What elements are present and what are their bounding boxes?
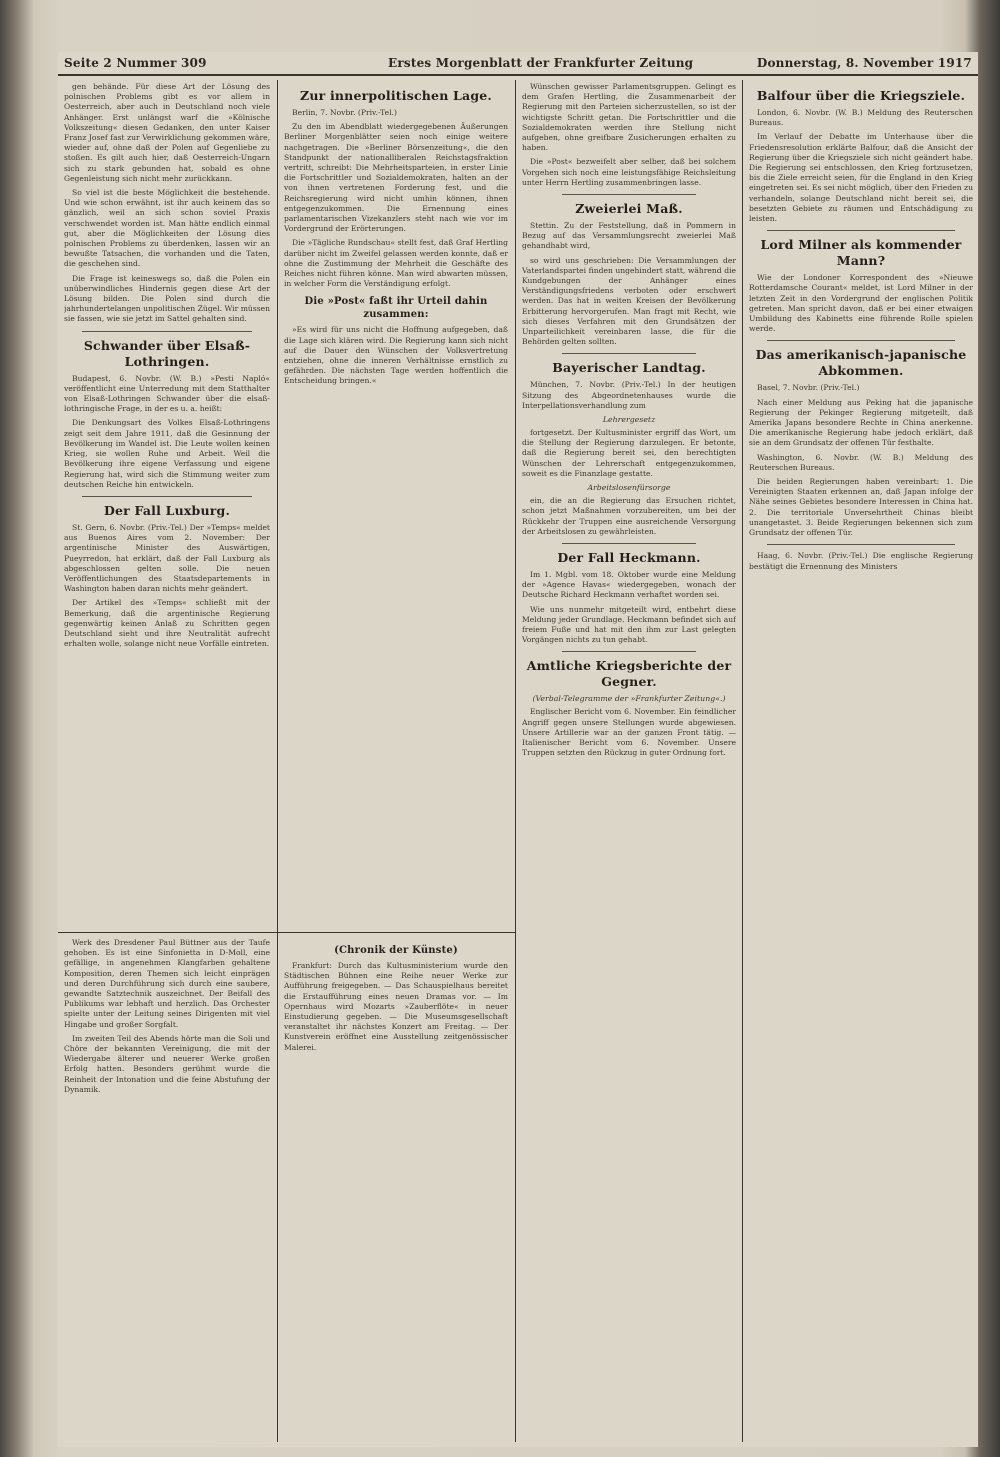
dateline: London, 6. Novbr. (W. B.) Meldung des Reuterschen Bureaus. (749, 108, 973, 128)
article-text: Die beiden Regierungen haben vereinbart: 1. Die Vereinigten Staaten erkennen an, daß Japan infolge der Nähe seines Gebietes besondere Interessen in China hat. 2. Die territoriale Unversehrtheit Chinas bleibt unangetastet. 3. Beide Regierungen bekennen sich zum Grundsatz der offenen Tür. (749, 477, 973, 538)
column-1 (64, 82, 270, 927)
headline-luxburg: Der Fall Luxburg. (103, 502, 231, 518)
column-4 (749, 82, 973, 1442)
headline-zweierlei-mass: Zweierlei Maß. (575, 201, 683, 217)
column-2-chronicle (284, 938, 508, 1443)
divider (562, 194, 696, 195)
subheadline: (Verbal-Telegramme der »Frankfurter Zeitung«.) (532, 694, 726, 704)
column-3 (522, 82, 736, 1442)
dateline: Basel, 7. Novbr. (Priv.-Tel.) (757, 383, 860, 393)
column-divider (742, 80, 743, 1442)
chronicle-heading: (Chronik der Künste) (334, 945, 458, 956)
paper-title: Erstes Morgenblatt der Frankfurter Zeitung (388, 56, 694, 70)
article-text: Englischer Bericht vom 6. November. Ein feindlicher Angriff gegen unsere Stellungen wurde abgewiesen. Unsere Artillerie war an der ganzen Front tätig. — Italienischer Bericht vom 6. November. Unsere Truppen setzten den Rückzug in guter Ordnung fort. (522, 707, 736, 758)
dateline: Washington, 6. Novbr. (W. B.) Meldung des Reuterschen Bureaus. (749, 452, 973, 472)
column-1-feuilleton (64, 938, 270, 1443)
article-text: Im Verlauf der Debatte im Unterhause über die Friedensresolution erklärte Balfour, daß die Ansicht der Regierung über die Kriegsziele sich nicht geändert habe. Die Regierung sei entschlossen, den Krieg fortzusetzen, bis die Ziele erreicht seien, für die England in den Krieg eingetreten sei. Es sei nicht möglich, über den Frieden zu verhandeln, solange Deutschland nicht bereit sei, die besetzten Gebiete zu räumen und Entschädigung zu leisten. (749, 132, 973, 224)
dateline: Stettin. Zu der Feststellung, daß in Pommern in Bezug auf das Versammlungsrecht zweierlei Maß gehandhabt wird, (522, 221, 736, 251)
article-text: Wünschen gewisser Parlamentsgruppen. Gelingt es dem Grafen Hertling, die Zusammenarbeit der Regierung mit den Parteien sicherzustellen, so ist der wichtigste Schritt getan. Die Fortschrittler und die Sozialdemokraten werden ihre Stellung nicht aufgeben, ohne greifbare Zusicherungen erhalten zu haben. (522, 82, 736, 153)
column-divider (515, 80, 516, 1442)
headline-fall-heckmann: Der Fall Heckmann. (557, 549, 701, 565)
article-text: Die Frage ist keineswegs so, daß die Polen ein unüberwindliches Hindernis gegen diese Art der Lösung bilden. Die Polen sind durch die jahrhundertelangen unpolitischen Zügel. Wir müssen sie fassen, wie sie jetzt im Sattel gehalten sind. (64, 273, 270, 324)
article-text: fortgesetzt. Der Kultusminister ergriff das Wort, um die Stellung der Regierung darzulegen. Er betonte, daß die Regierung bereit sei, den berechtigten Wünschen der Lehrerschaft entgegenzukommen, soweit es die Finanzlage gestatte. (522, 428, 736, 478)
headline-innerpolitik: Zur innerpolitischen Lage. (300, 88, 492, 103)
headline-amerikanisch-japanisch: Das amerikanisch-japanische Abkommen. (755, 347, 967, 379)
article-text: Der Artikel des »Temps« schließt mit der Bemerkung, daß die argentinische Regierung gegenwärtig keinen Anlaß zu Schritten gegen Deutschland sieht und ihre Neutralität aufrecht erhalten wolle, solange nicht neue Vorfälle eintreten. (64, 598, 270, 649)
headline-balfour: Balfour über die Kriegsziele. (756, 88, 966, 103)
issue-date: Donnerstag, 8. November 1917 (756, 56, 972, 70)
article-text: Die »Post« bezweifelt aber selber, daß bei solchem Vorgehen sich noch eine leistungsfähige Reichsleitung unter Herrn Hertling zusammenbringen lasse. (522, 157, 736, 187)
headline-schwander: Schwander über Elsaß-Lothringen. (83, 337, 251, 369)
headline-lord-milner: Lord Milner als kommender Mann? (760, 237, 962, 269)
dateline: Im 1. Mgbl. vom 18. Oktober wurde eine Meldung der »Agence Havas« wiedergegeben, wonach der Deutsche Richard Heckmann verhaftet worden sei. (522, 569, 736, 600)
divider (767, 230, 955, 231)
article-text: Die Denkungsart des Volkes Elsaß-Lothringens zeigt seit dem Jahre 1911, daß die Gesinnung der Bevölkerung im Wandel ist. Die Leute wollen keinen Krieg, sie wollen Ruhe und Arbeit. Weil die Bevölkerung ihre eigene Verfassung und eigene Regierung hat, wird sich die Stimmung weiter zum deutschen Reiche hin entwickeln. (64, 418, 270, 489)
article-text: Zu den im Abendblatt wiedergegebenen Äußerungen Berliner Morgenblätter seien noch einige weitere nachgetragen. Die »Berliner Börsenzeitung«, die den Standpunkt der nationalliberalen Reichstagsfraktion vertritt, schreibt: Die Mehrheitsparteien, in erster Linie die Fortschrittler und Sozialdemokraten, halten an der von ihnen vertretenen Forderung fest, und die Reichsregierung wird nicht umhin können, ihnen entgegenzukommen. Die Ernennung eines parlamentarischen Vizekanzlers steht nach wie vor im Vordergrund der Erörterungen. (284, 122, 508, 234)
newspaper-page (58, 52, 978, 1447)
divider (767, 340, 955, 341)
dateline: Berlin, 7. Novbr. (Priv.-Tel.) (292, 108, 397, 117)
header-rule (58, 74, 978, 76)
quote-text: »Es wird für uns nicht die Hoffnung aufgegeben, daß die Lage sich klären wird. Die Regierung kann sich nicht auf die Dauer den Wünschen der Volksvertretung entziehen, ohne die inneren Verhältnisse ernstlich zu gefährden. Die nächsten Tage werden hoffentlich die Entscheidung bringen.« (284, 325, 508, 386)
article-text: So viel ist die beste Möglichkeit die bestehende. Und wie schon erwähnt, ist ihr auch keinem das so gänzlich, weil an sich schon soviel Praxis verschwendet worden ist. Man hätte endlich einmal gut, aber die Möglichkeiten der Lösung dies polnischen Problems zu überdenken, lassen wir an bewußte Tatsachen, die vorhanden und die Taten, die geschehen sind. (64, 188, 270, 269)
divider (562, 353, 696, 354)
headline-kriegsberichte: Amtliche Kriegsberichte der Gegner. (526, 658, 732, 690)
subsection-label: Lehrergesetz (602, 415, 656, 425)
divider (767, 544, 955, 545)
article-text: gen behände. Für diese Art der Lösung des polnischen Problems gibt es vor allem in Oesterreich, aber auch in Deutschland noch viele Anhänger. Erst unlängst warf die »Kölnische Volkszeitung« diesen Gedanken, den unter Kaiser Franz Josef fast zur Verwirklichung gekommen wäre, wieder auf, ohne daß der Polen auf Gegenliebe zu stoßen. Es gilt auch hier, daß Oesterreich-Ungarn sich zu stark gebunden hat, sobald es ohne Gegenleistung sich nicht mehr zurückkann. (64, 82, 270, 183)
subheadline-post: Die »Post« faßt ihr Urteil dahin zusammen: (304, 296, 488, 321)
divider (562, 543, 696, 544)
article-text: so wird uns geschrieben: Die Versammlungen der Vaterlandspartei finden ungehindert statt, während die Kundgebungen der Anhänger eines Verständigungsfriedens verboten oder erschwert werden. Das hat in weiten Kreisen der Bevölkerung Erbitterung hervorgerufen. Man fragt mit Recht, wie sich dieses Verfahren mit den Grundsätzen der Unparteilichkeit vereinbaren lasse, die für die Behörden gelten sollten. (522, 255, 736, 347)
article-text: ein, die an die Regierung das Ersuchen richtet, schon jetzt Maßnahmen vorzubereiten, um bei der Rückkehr der Truppen eine ausreichende Versorgung der Arbeitslosen zu gewährleisten. (522, 496, 736, 536)
article-text: Wie uns nunmehr mitgeteilt wird, entbehrt diese Meldung jeder Grundlage. Heckmann befindet sich auf freiem Fuße und hat mit den ihm zur Last gelegten Vorgängen nichts zu tun gehabt. (522, 604, 736, 645)
feuilleton-text: Im zweiten Teil des Abends hörte man die Soli und Chöre der bekannten Vereinigung, die mit der Wiedergabe älterer und neuerer Werke großen Erfolg hatten. Besonders gerühmt wurde die Reinheit der Intonation und die feine Abstufung der Dynamik. (64, 1033, 270, 1094)
article-text: Nach einer Meldung aus Peking hat die japanische Regierung der Pekinger Regierung mitgeteilt, daß Amerika Japans besondere Rechte in China anerkenne. Die amerikanische Regierung habe jedoch erklärt, daß sie an dem Grundsatz der offenen Tür festhalte. (749, 397, 973, 448)
divider (82, 496, 252, 497)
dateline: St. Gern, 6. Novbr. (Priv.-Tel.) Der »Temps« meldet aus Buenos Aires vom 2. November: Der argentinische Minister des Auswärtigen, Pueyrredon, hat erklärt, daß der Fall Luxburg als abgeschlossen gelten solle. Die neuen Veröffentlichungen des Staatsdepartements in Washington haben daran nichts mehr geändert. (64, 522, 270, 594)
divider (562, 651, 696, 652)
article-text: Die »Tägliche Rundschau« stellt fest, daß Graf Hertling darüber nicht im Zweifel gelassen werden konnte, daß er ohne die Zustimmung der Mehrheit die Geschäfte des Reiches nicht führen könne. Man wird abwarten müssen, in welcher Form die Verständigung erfolgt. (284, 238, 508, 289)
divider (82, 331, 252, 332)
column-2 (284, 82, 508, 927)
article-text: Wie der Londoner Korrespondent des »Nieuwe Rotterdamsche Courant« meldet, ist Lord Milner in der letzten Zeit in den Vordergrund der englischen Politik getreten. Man spricht davon, daß er bei einer etwaigen Umbildung des Kabinetts eine führende Rolle spielen werde. (749, 273, 973, 334)
subsection-label: Arbeitslosenfürsorge (587, 483, 671, 493)
dateline: München, 7. Novbr. (Priv.-Tel.) In der heutigen Sitzung des Abgeordnetenhauses wurde die Interpellationsverhandlung zum (522, 380, 736, 410)
page-number: Seite 2 Nummer 309 (64, 56, 207, 70)
chronicle-text: Frankfurt: Durch das Kultusministerium wurde den Städtischen Bühnen eine Reihe neuer Werke zur Aufführung freigegeben. — Das Schauspielhaus bereitet die Erstaufführung eines neuen Dramas vor. — Im Opernhaus wird Mozarts »Zauberflöte« in neuer Einstudierung gegeben. — Die Museumsgesellschaft veranstaltet ihr nächstes Konzert am Freitag. — Der Kunstverein eröffnet eine Ausstellung zeitgenössischer Malerei. (284, 961, 508, 1052)
article-text: Haag, 6. Novbr. (Priv.-Tel.) Die englische Regierung bestätigt die Ernennung des Ministers (749, 551, 973, 571)
column-divider (277, 80, 278, 1442)
headline-bayerischer-landtag: Bayerischer Landtag. (552, 360, 706, 376)
feuilleton-rule (58, 932, 515, 933)
dateline: Budapest, 6. Novbr. (W. B.) »Pesti Napló« veröffentlicht eine Unterredung mit dem Statthalter von Elsaß-Lothringen Schwander über die elsaß-lothringische Frage, in der es u. a. heißt: (64, 373, 270, 414)
feuilleton-text: Werk des Dresdener Paul Büttner aus der Taufe gehoben. Es ist eine Sinfonietta in D-Moll, eine gefällige, in angenehmen Klangfarben gehaltene Komposition, deren Themen sich leicht einprägen und deren Durchführung sich durch eine saubere, gewandte Satztechnik auszeichnet. Der Beifall des Publikums war lebhaft und herzlich. Das Orchester spielte unter der Leitung seines Dirigenten mit viel Hingabe und großer Sorgfalt. (64, 938, 270, 1029)
